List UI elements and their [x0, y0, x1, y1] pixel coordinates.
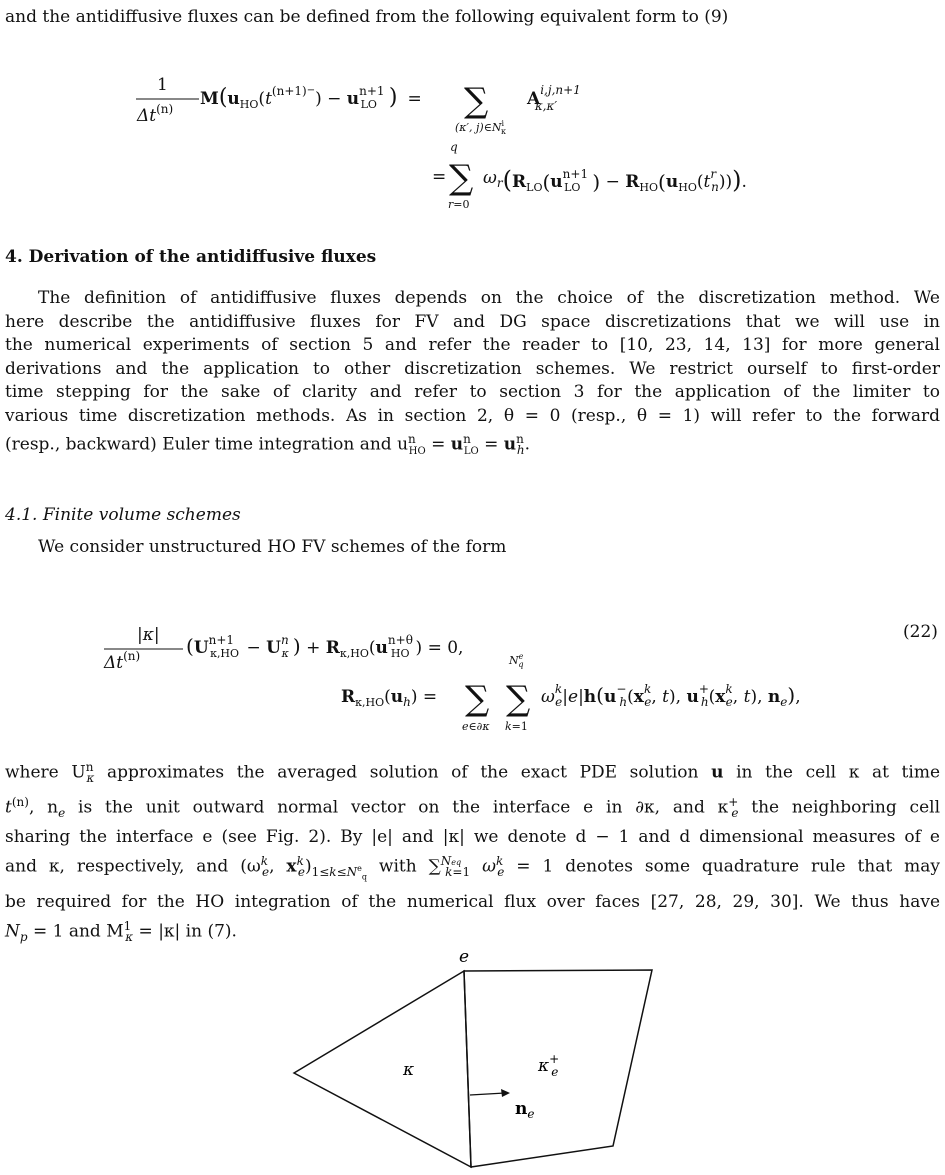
paragraph-line: time stepping for the sake of clarity and refer to section 3 for the application of the limiter to [5, 382, 940, 402]
cell-kappa [294, 971, 471, 1167]
intro-line: and the antidiffusive fluxes can be defined from the following equivalent form to (9) [5, 7, 729, 27]
equation-number: (22) [903, 622, 938, 642]
svg-text:|κ|: |κ| [137, 625, 160, 645]
arrow-head [501, 1089, 510, 1097]
svg-text:ωr(RLO(un+1LO) − RHO(uHO(trn)): $\omega_r(R_{LO}(u^{n+1}$ LO ) − $R_{HO}(u_{HO}(t^r$ n))). [483, 166, 747, 194]
paragraph-line: various time discretization methods. As in section 2, θ = 0 (resp., θ = 1) will refer to the forward [5, 405, 940, 426]
label-e: e [459, 947, 470, 967]
subsection-intro: We consider unstructured HO FV schemes of the form [38, 537, 507, 557]
svg-text:∑: ∑ [449, 158, 474, 198]
paragraph-line: The definition of antidiffusive fluxes depends on the choice of the discretization method. We [38, 288, 940, 308]
section-heading: 4. Derivation of the antidiffusive fluxes [5, 247, 377, 267]
normal-vector-arrow [470, 1093, 505, 1095]
svg-text:(κ′, j)∈Niκ: (κ′, $j)\in N^i$ κ [455, 119, 507, 136]
svg-text:1: 1 [157, 75, 168, 95]
svg-text:=: = [432, 167, 447, 187]
svg-text:q: q [450, 140, 458, 154]
paragraph-line: $N_p = 1$ and $M^1_\kappa = |\kappa|$ in (7). [5, 918, 237, 944]
svg-text:M(uHO(t(n+1)−) − un+1LO)=: $M(u_{HO}(t^{(n+1)}-) - u^{n+1}$ LO ) = [200, 84, 422, 111]
svg-text:k=1: k=1 [505, 720, 528, 733]
svg-text:Ai,j,n+1κ,κ′: $A^{i,j,n+1}$ κ,κ′ [527, 83, 581, 113]
paragraph-line: sharing the interface e (see Fig. 2). By |e| and |κ| we denote d − 1 and d dimensional measures of e [5, 827, 940, 848]
paragraph-line: where $U^n_\kappa$ approximates the averaged solution of the exact PDE solution u in the cell κ at time [5, 760, 940, 786]
paragraph-line: be required for the HO integration of the numerical flux over faces [27, 28, 29, 30]. We thus have [5, 891, 940, 912]
label-normal: $n_e$ [515, 1099, 535, 1121]
svg-text:∑: ∑ [464, 81, 489, 121]
svg-text:Rκ,HO(uh) =: $R_{\kappa,HO}(u_h)$ = [341, 687, 438, 709]
svg-text:Neq: $N^e$ q [509, 652, 524, 669]
paragraph-line: here describe the antidiffusive fluxes for FV and DG space discretizations that we will use in [5, 311, 940, 332]
svg-text:Δt(n): $\Delta t^{(n)}$ [137, 102, 174, 126]
svg-text:∑: ∑ [506, 679, 531, 719]
subsection-heading: 4.1. Finite volume schemes [5, 505, 241, 525]
svg-text:(Un+1κ,HO − Unκ) + Rκ,HO(un+θH: ($U^{n+1}$ $\kappa,HO - U^n$ κ ) + $R_{\kappa,HO}(u^{n+\theta}$ HO ) = 0, [186, 633, 464, 660]
label-kappa: κ [403, 1060, 415, 1080]
label-kappa-neighbor: κ+ e [538, 1052, 560, 1079]
paragraph-line: $t^{(n)}$, $n_e$ is the unit outward normal vector on the interface e in ∂κ, and $\kappa^+_e$ the neighboring cell [5, 795, 941, 821]
svg-text:ωke|e|h(u−h(xke, t), u+h(xke,: $\omega^k$ e|e|h(u− $h(x^k$ e, t), u+ $h(x^k$ e, t), $n_e$), [541, 682, 801, 709]
paragraph-line: (resp., backward) Euler time integration and $u^n_{HO} = u^n_{LO} = u^n_h$. [5, 432, 531, 458]
svg-text:r=0: r=0 [448, 198, 470, 211]
paragraph-line: and κ, respectively, and ($\omega^k_e$, $x^k_e)_{1\le k\le N^e_q}$ with ∑$^{Neq}_{k=1}$ $\omega^k_e = 1$ denotes some quadrature rule that may [5, 854, 940, 882]
svg-text:∑: ∑ [465, 679, 490, 719]
paragraph-line: derivations and the application to other discretization schemes. We restrict ourself to first-order [5, 358, 940, 379]
paragraph-line: the numerical experiments of section 5 and refer the reader to [10, 23, 14, 13] for more general [5, 335, 940, 355]
svg-text:e∈∂κ: e∈∂κ [462, 720, 490, 733]
svg-text:Δt(n): $\Delta t^{(n)}$ [104, 649, 141, 673]
